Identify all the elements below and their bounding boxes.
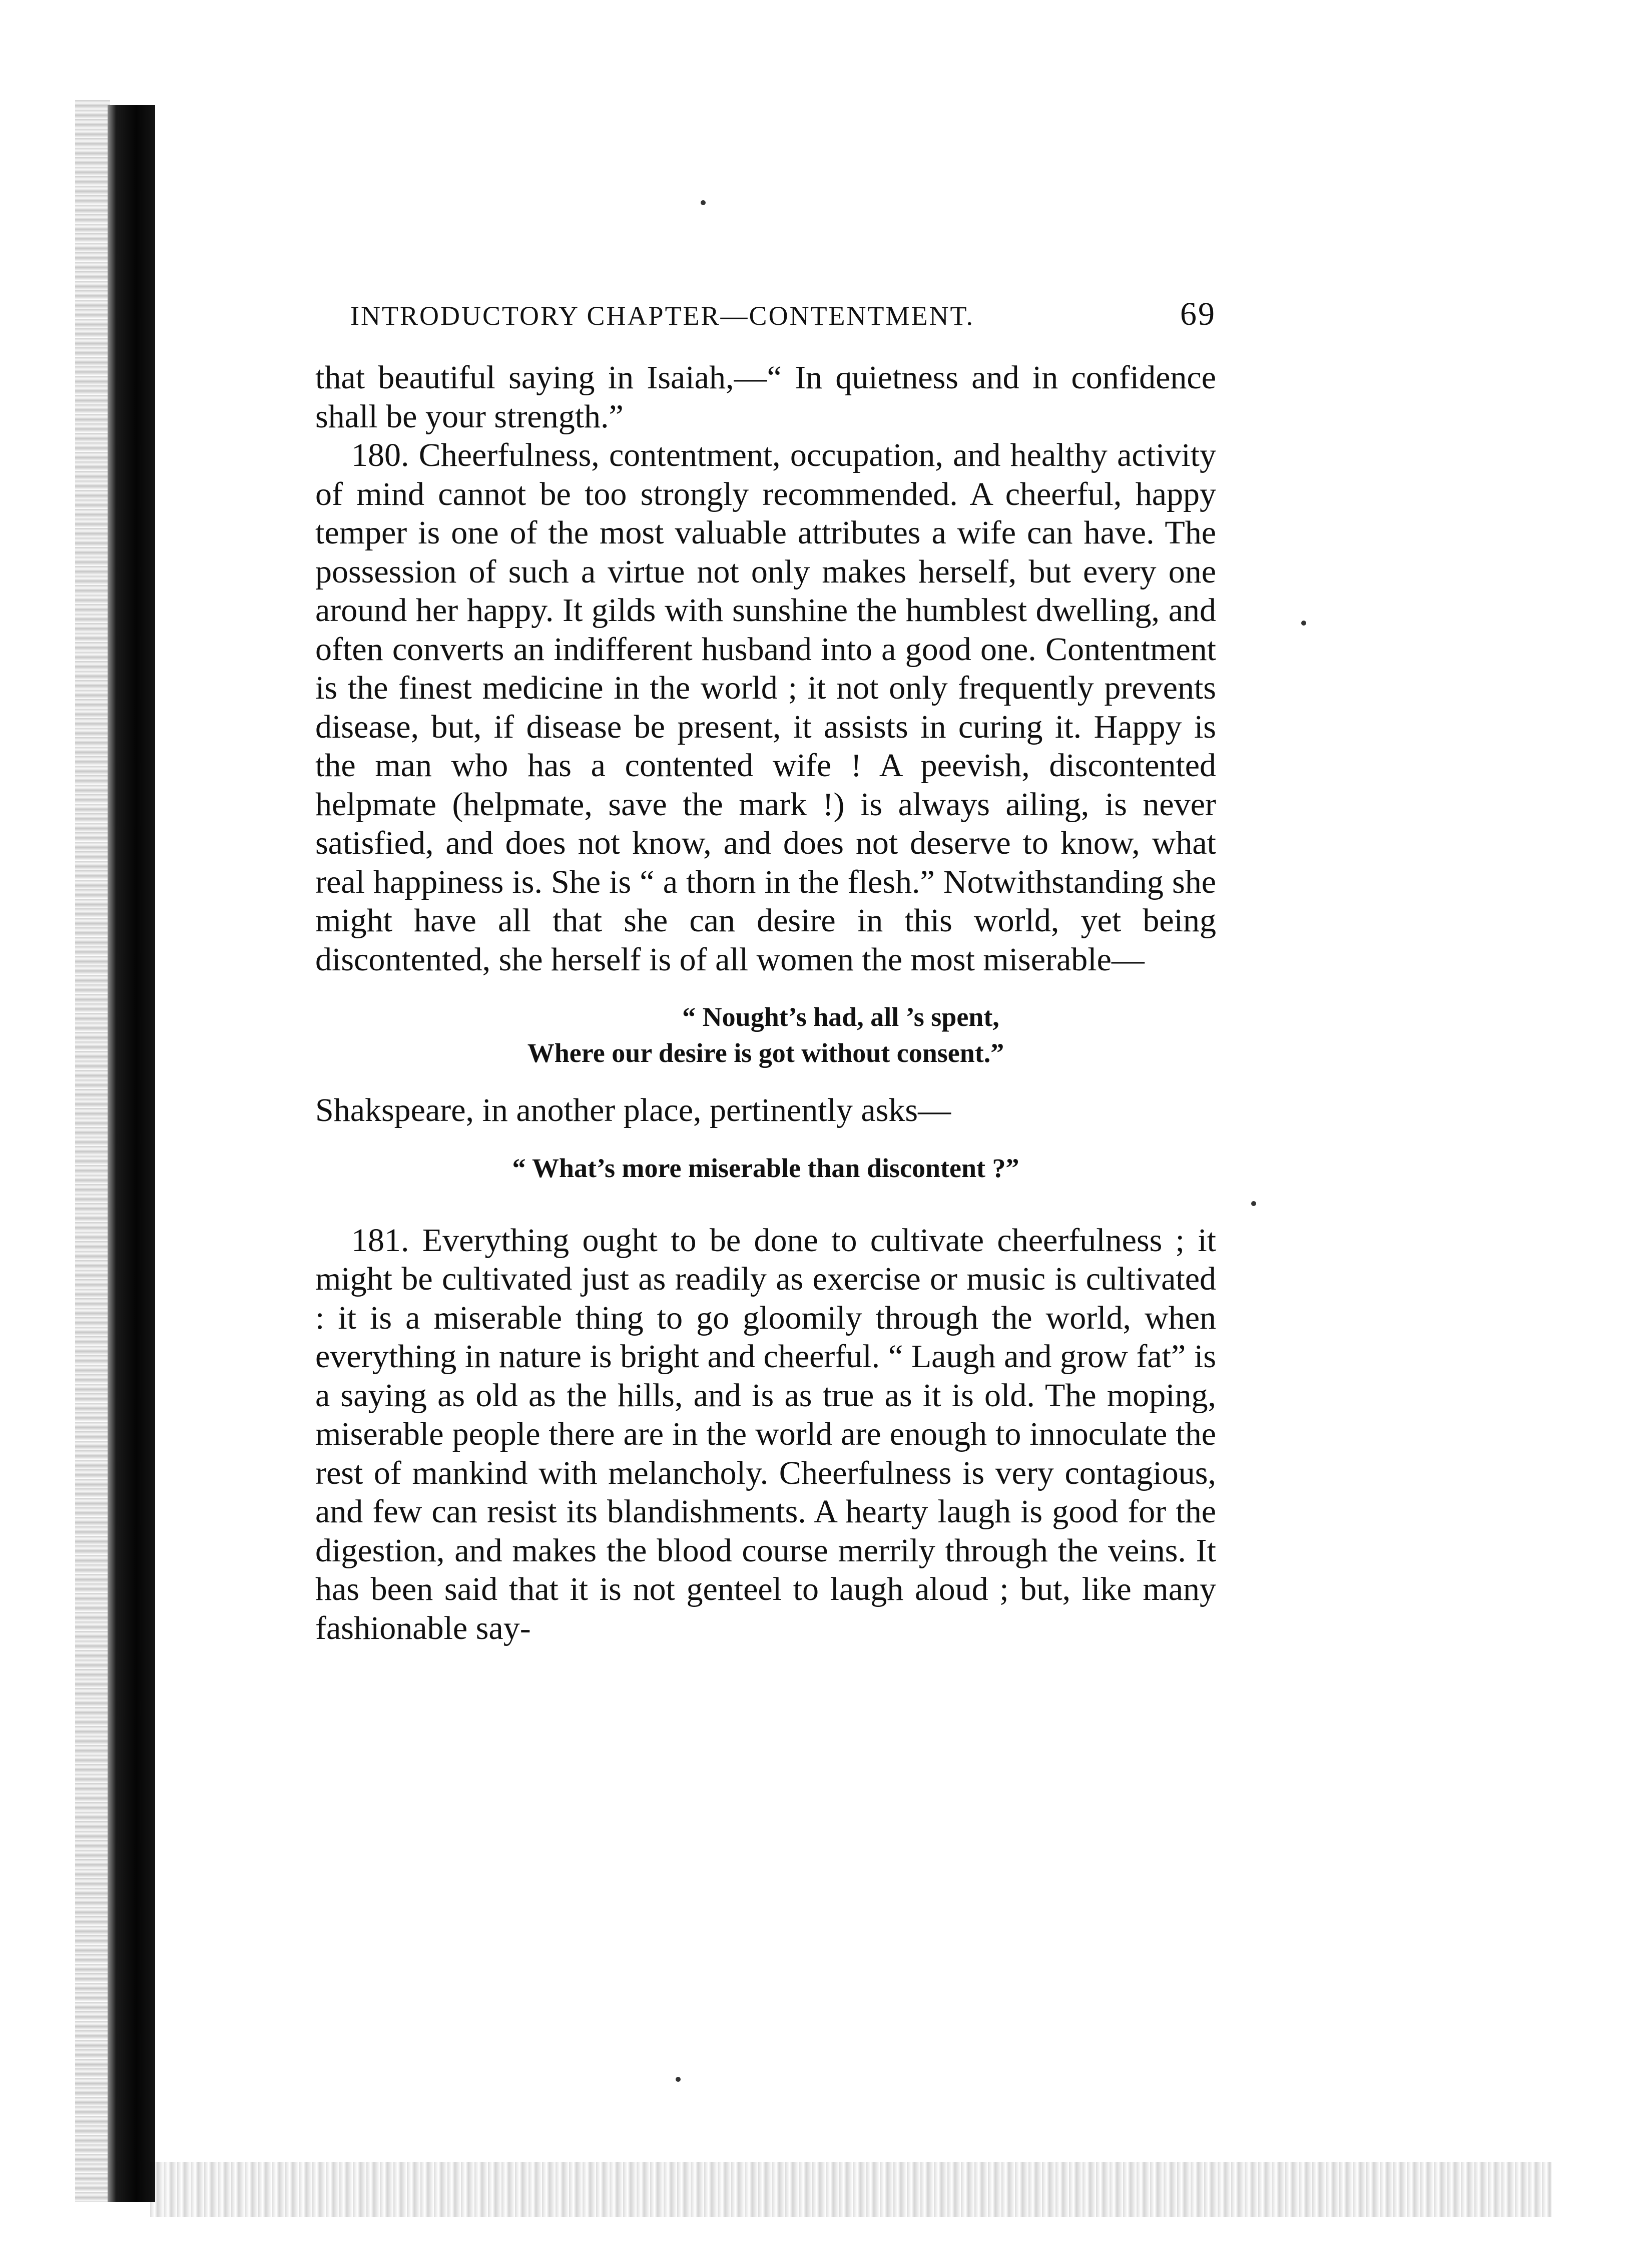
running-header [315,295,1216,333]
chapter-title: INTRODUCTORY CHAPTER—CONTENTMENT. [350,301,975,331]
verse-quote-2: “ What’s more miserable than discontent ?” [512,1153,1019,1183]
shakspeare-line: Shakspeare, in another place, pertinently asks— [315,1092,951,1128]
paragraph-180: 180. Cheerfulness, contentment, occupation, and healthy activity of mind cannot be too strongly recommended. A cheerful, happy temper is one of the most valuable attributes a wife can have. The possession of such a virtue not only makes herself, but every one around her happy. It gilds with sunshine the humblest dwelling, and often converts an indifferent husband into a good one. Contentment is the finest medicine in the world ; it not only frequently prevents disease, but, if disease be present, it assists in curing it. Happy is the man who has a contented wife ! A peevish, discontented helpmate (helpmate, save the mark !) is always ailing, is never satisfied, and does not know, and does not deserve to know, what real happiness is. She is “ a thorn in the flesh.” Notwithstanding she might have all that she can desire in this world, yet being discontented, she herself is of all women the most miserable— [315,437,1216,978]
verse-line-2: Where our desire is got without consent.” [527,1038,1004,1068]
scan-speck [676,2077,681,2082]
verse-quote-1 [315,999,1216,1071]
scan-bottom-noise [150,2162,1551,2217]
scan-speck [1251,1201,1256,1206]
scan-speck [1301,621,1306,626]
scan-speck [701,200,706,205]
book-spine-shadow [108,105,155,2202]
page-number: 69 [1180,296,1216,332]
verse-line-1: “ Nought’s had, all ’s spent, [682,1002,999,1032]
scan-edge-speckle [75,100,110,2202]
paragraph-181: 181. Everything ought to be done to cultivate cheerfulness ; it might be cultivated just as readily as exercise or music is cultivated : it is a miserable thing to go gloomily through the world, when everything in nature is bright and cheerful. “ Laugh and grow fat” is a saying as old as the hills, and is as true as it is old. The moping, miserable people there are in the world are enough to innoculate the rest of mankind with melancholy. Cheerfulness is very contagious, and few can resist its blandishments. A hearty laugh is good for the digestion, and makes the blood course merrily through the veins. It has been said that it is not genteel to laugh aloud ; but, like many fashionable say- [315,1222,1216,1646]
paragraph-continued: that beautiful saying in Isaiah,—“ In quietness and in confidence shall be your strength.” [315,359,1216,435]
book-page [315,295,1216,1647]
